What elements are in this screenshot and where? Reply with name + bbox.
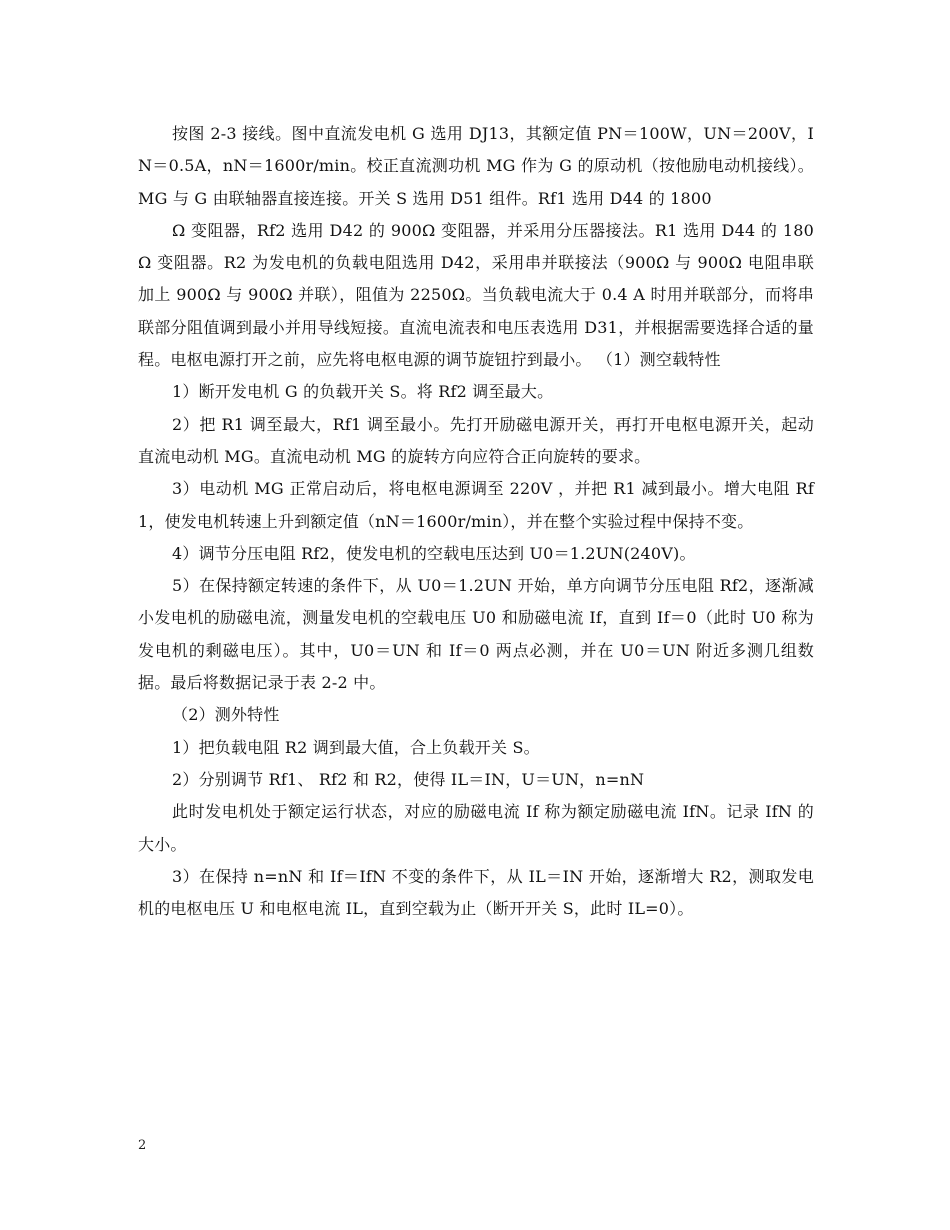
paragraph-step-1: 1）断开发电机 G 的负载开关 S。将 Rf2 调至最大。 bbox=[172, 382, 554, 402]
page-content bbox=[138, 118, 814, 925]
paragraph-resistors: Ω 变阻器，Rf2 选用 D42 的 900Ω 变阻器，并采用分压器接法。R1 选用 D44 的 180Ω 变阻器。R2 为发电机的负载电阻选用 D42，采用串并联接法（900Ω 与 900Ω 电阻串联加上 900Ω 与 900Ω 并联），阻值为 2250Ω。当负载电流大于 0.4 A 时用并联部分，而将串联部分阻值调到最小并用导线短接。直流电流表和电压表选用 D31，并根据需要选择合适的量程。电枢电源打开之前，应先将电枢电源的调节旋钮拧到最小。 （1）测空载特性 bbox=[138, 220, 814, 370]
paragraph-external-step-3: 3）在保持 n=nN 和 If＝IfN 不变的条件下，从 IL＝IN 开始，逐渐增大 R2，测取发电机的电枢电压 U 和电枢电流 IL，直到空载为止（断开开关 S，此时 IL=0）。 bbox=[138, 866, 814, 919]
paragraph-wiring: 按图 2-3 接线。图中直流发电机 G 选用 DJ13，其额定值 PN＝100W，UN＝200V，IN＝0.5A，nN＝1600r/min。校正直流测功机 MG 作为 G 的原动机（按他励电动机接线）。MG 与 G 由联轴器直接连接。开关 S 选用 D51 组件。Rf1 选用 D44 的 1800 bbox=[138, 124, 814, 208]
paragraph-rated-state: 此时发电机处于额定运行状态，对应的励磁电流 If 称为额定励磁电流 IfN。记录 IfN 的大小。 bbox=[138, 802, 814, 854]
paragraph-step-3: 3）电动机 MG 正常启动后，将电枢电源调至 220V ，并把 R1 减到最小。增大电阻 Rf1，使发电机转速上升到额定值（nN＝1600r/min），并在整个实验过程中保持不变。 bbox=[138, 479, 814, 531]
paragraph-step-4: 4）调节分压电阻 Rf2，使发电机的空载电压达到 U0＝1.2UN(240V)。 bbox=[172, 543, 696, 563]
paragraph-step-5: 5）在保持额定转速的条件下，从 U0＝1.2UN 开始，单方向调节分压电阻 Rf2，逐渐减小发电机的励磁电流，测量发电机的空载电压 U0 和励磁电流 If，直到 If＝0（此时 U0 称为发电机的剩磁电压）。其中，U0＝UN 和 If＝0 两点必测，并在 U0＝UN 附近多测几组数据。最后将数据记录于表 2-2 中。 bbox=[138, 576, 814, 693]
paragraph-external-step-2: 2）分别调节 Rf1、 Rf2 和 R2，使得 IL＝IN，U＝UN，n=nN bbox=[172, 769, 645, 789]
paragraph-external-step-1: 1）把负载电阻 R2 调到最大值，合上负载开关 S。 bbox=[172, 737, 540, 757]
page-number: 2 bbox=[138, 1138, 147, 1153]
section-external-characteristic: （2）测外特性 bbox=[172, 705, 280, 725]
paragraph-step-2: 2）把 R1 调至最大，Rf1 调至最小。先打开励磁电源开关，再打开电枢电源开关，起动直流电动机 MG。直流电动机 MG 的旋转方向应符合正向旋转的要求。 bbox=[138, 414, 814, 466]
